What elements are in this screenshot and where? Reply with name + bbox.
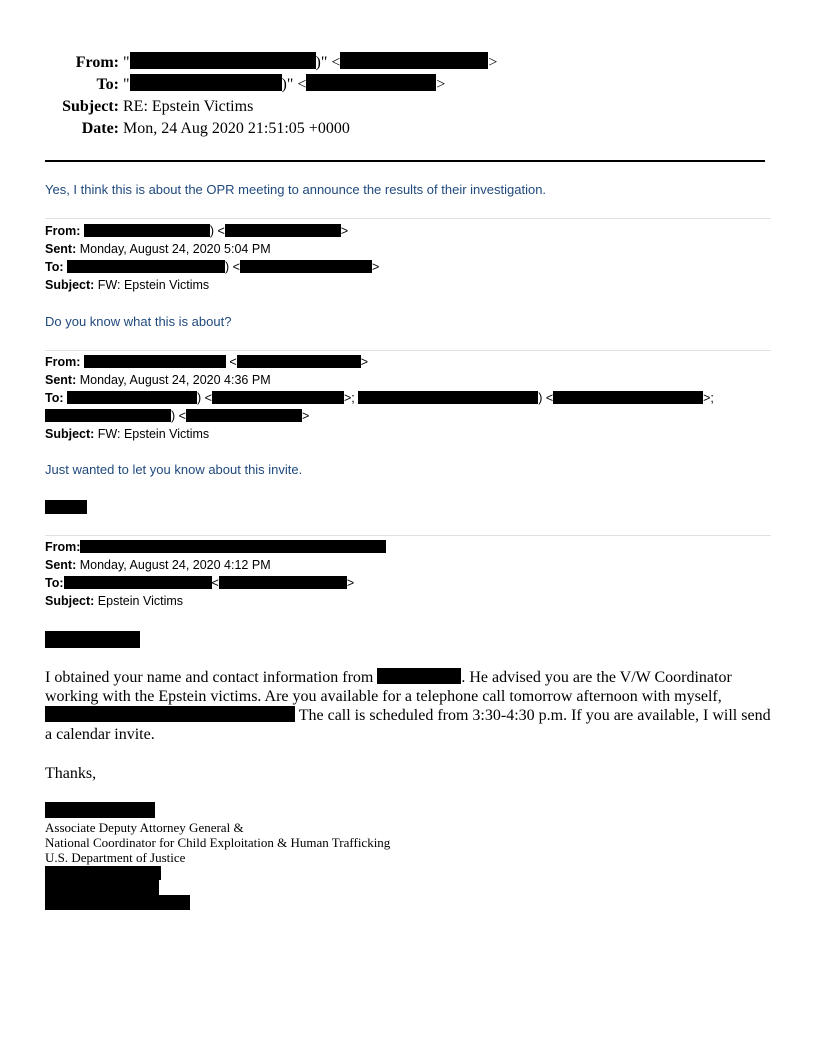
header-to-row [45, 74, 445, 96]
header-from-row [45, 52, 497, 74]
msg2-sent: Monday, August 24, 2020 5:04 PM [79, 242, 271, 256]
msg4-sent-row [45, 556, 386, 574]
angle-bracket: > [436, 76, 446, 93]
msg2-subject-row [45, 276, 379, 294]
msg3-body: Just wanted to let you know about this invite. [45, 462, 303, 477]
separator [45, 535, 771, 536]
msg2-header [45, 222, 379, 294]
msg4-from-row [45, 538, 386, 556]
msg4-sent: Monday, August 24, 2020 4:12 PM [79, 558, 271, 572]
msg4-thanks: Thanks, [45, 765, 97, 782]
redaction-box [237, 355, 361, 368]
msg4-to-row: To: < > [45, 576, 355, 590]
redaction-box [186, 409, 302, 422]
header-date-row [45, 118, 350, 140]
msg2-from-row: From: ) < > [45, 224, 349, 238]
msg2-to-label: To: [45, 260, 64, 274]
msg4-body [45, 668, 775, 744]
msg3-sent-label: Sent: [45, 373, 77, 387]
header-date: Mon, 24 Aug 2020 21:51:05 +0000 [123, 120, 350, 137]
redaction-box [45, 802, 155, 818]
msg2-to-row: To: ) < > [45, 260, 380, 274]
msg3-subject: FW: Epstein Victims [97, 427, 210, 441]
msg2-body: Do you know what this is about? [45, 314, 232, 329]
signature-org: U.S. Department of Justice [45, 850, 186, 865]
redaction-box [45, 409, 171, 422]
reply-text: Yes, I think this is about the OPR meeting to announce the results of their investigation. [45, 182, 547, 197]
signature-block [45, 820, 390, 865]
msg4-subject: Epstein Victims [97, 594, 184, 608]
msg4-subject-label: Subject: [45, 594, 95, 608]
redaction-box [240, 260, 372, 273]
signature-title: Associate Deputy Attorney General & [45, 820, 244, 835]
quote-mark: " [123, 76, 130, 93]
msg4-para-part2: . He advised you are the V/W Coordinator working with the Epstein victims. Are you available for a telephone call tomorrow afternoon with myself, [45, 669, 732, 705]
header-divider [45, 160, 765, 162]
redaction-box [358, 391, 538, 404]
msg3-sent: Monday, August 24, 2020 4:36 PM [79, 373, 271, 387]
msg2-from-label: From: [45, 224, 81, 238]
msg2-subject: FW: Epstein Victims [97, 278, 210, 292]
redaction-box [45, 880, 159, 895]
header-subject-label: Subject: [62, 98, 119, 115]
msg3-sent-row [45, 371, 714, 389]
separator [45, 218, 771, 219]
msg4-subject-row [45, 592, 386, 610]
msg3-from-row: From: < > [45, 355, 368, 369]
header-date-label: Date: [81, 120, 119, 137]
msg4-sent-label: Sent: [45, 558, 77, 572]
msg2-sent-label: Sent: [45, 242, 77, 256]
redaction-box [67, 260, 225, 273]
redaction-box [45, 866, 161, 880]
quote-mark: )" < [281, 76, 307, 93]
msg3-header [45, 353, 714, 443]
header-from-label: From: [75, 54, 119, 71]
quote-mark: )" < [315, 54, 341, 71]
redaction-box [45, 895, 190, 910]
redaction-box [45, 706, 295, 722]
header-subject-row [45, 96, 253, 118]
msg3-subject-label: Subject: [45, 427, 95, 441]
redaction-box [45, 500, 87, 514]
separator [45, 350, 771, 351]
msg3-to-row: To: ) < >; ) < >; [45, 391, 714, 405]
msg3-to-label: To: [45, 391, 64, 405]
msg3-to-row-2: ) < > [45, 407, 714, 425]
msg4-to-label: To: [45, 576, 64, 590]
redaction-box [80, 540, 386, 553]
quote-mark: " [123, 54, 130, 71]
redaction-box [219, 576, 347, 589]
redaction-box [84, 224, 210, 237]
msg3-subject-row [45, 425, 714, 443]
signature-role: National Coordinator for Child Exploitation & Human Trafficking [45, 835, 391, 850]
redaction-box [67, 391, 197, 404]
redaction-box [340, 52, 488, 69]
angle-bracket: > [488, 54, 498, 71]
redaction-box [212, 391, 344, 404]
redaction-box [306, 74, 436, 91]
redaction-box [130, 74, 282, 91]
msg4-para-part1: I obtained your name and contact information from [45, 669, 374, 686]
redaction-box [64, 576, 212, 589]
redaction-box [84, 355, 226, 368]
redaction-box [45, 631, 140, 648]
msg4-para-part3: The call is scheduled from 3:30-4:30 p.m. If you are available, I will send a calendar invite. [45, 707, 771, 743]
redaction-box [225, 224, 341, 237]
redaction-box [553, 391, 703, 404]
msg2-sent-row [45, 240, 379, 258]
redaction-box [377, 668, 461, 684]
msg4-header [45, 538, 386, 610]
header-subject: RE: Epstein Victims [123, 98, 254, 115]
header-to-label: To: [96, 76, 119, 93]
redaction-box [130, 52, 316, 69]
msg2-subject-label: Subject: [45, 278, 95, 292]
msg3-from-label: From: [45, 355, 81, 369]
msg4-from-label: From: [45, 540, 81, 554]
